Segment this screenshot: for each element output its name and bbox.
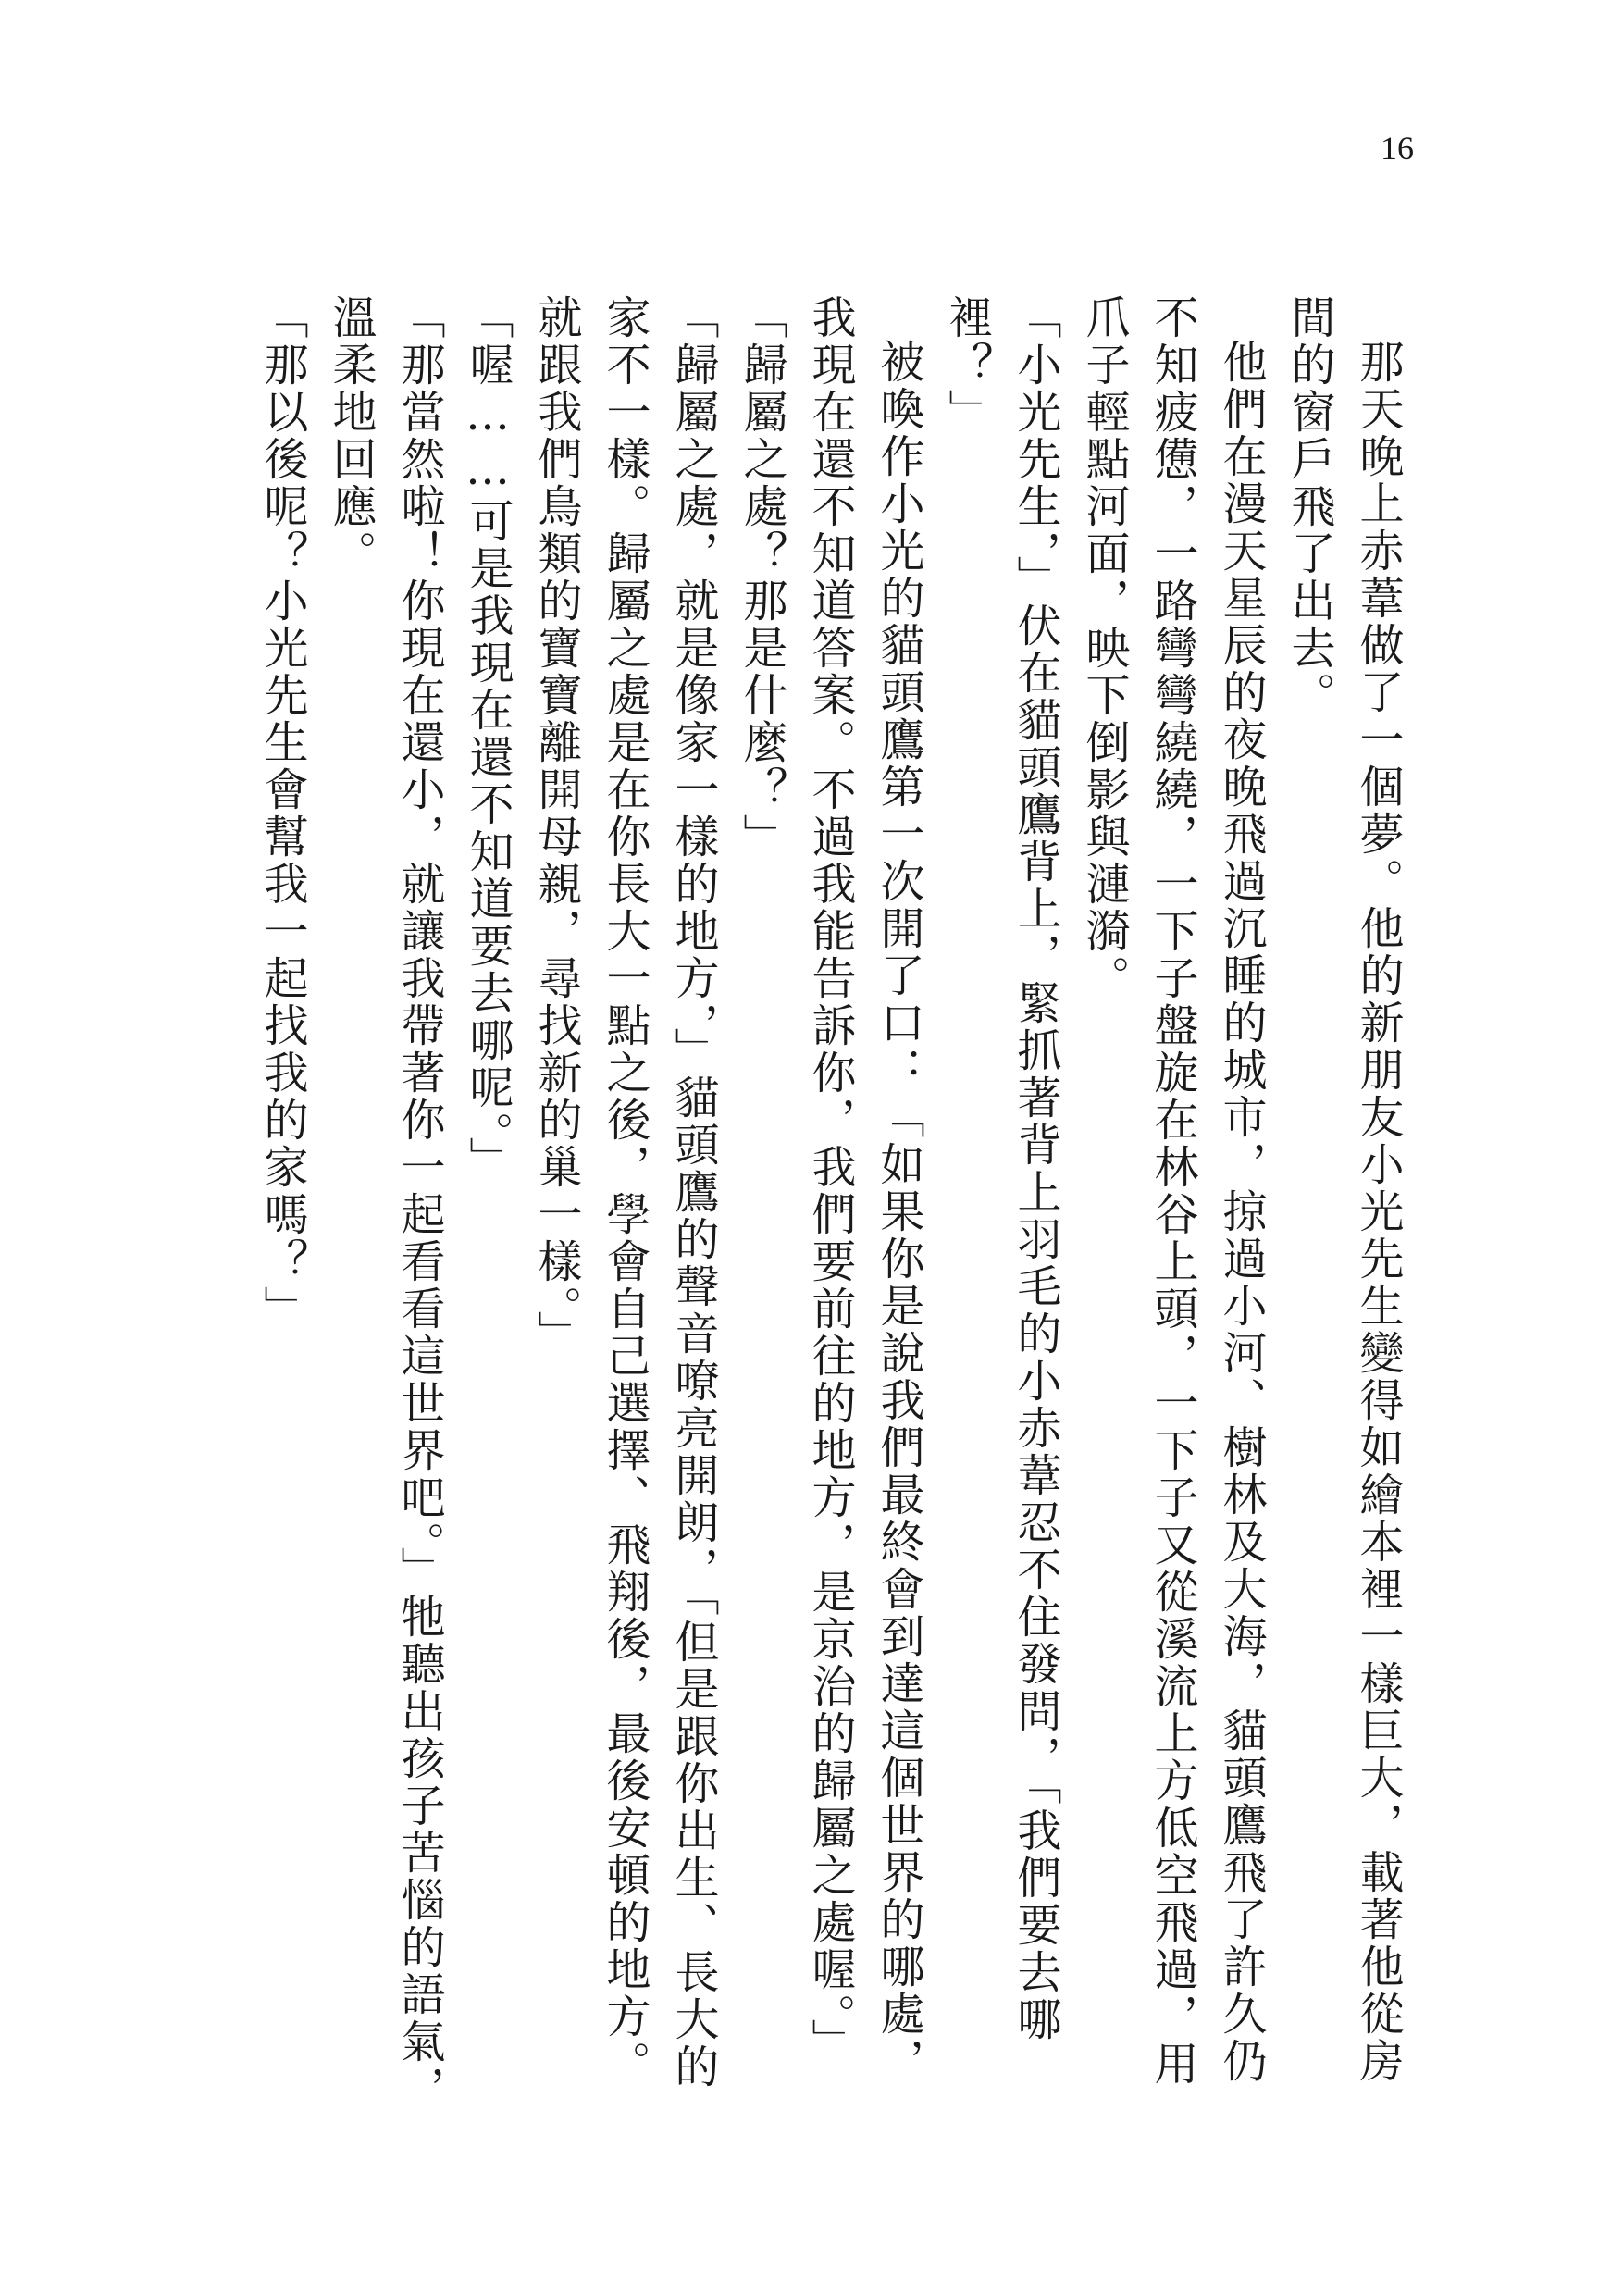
paragraph: 「那當然啦！你現在還小，就讓我帶著你一起看看這世界吧。」牠聽出孩子苦惱的語氣，溫柔地回應。 xyxy=(325,294,445,2113)
paragraph: 「喔……可是我現在還不知道要去哪呢。」 xyxy=(462,294,514,1184)
paragraph: 他們在漫天星辰的夜晚飛過沉睡的城市，掠過小河、樹林及大海，貓頭鷹飛了許久仍不知疲憊，一路彎彎繞繞，一下子盤旋在林谷上頭，一下子又從溪流上方低空飛過，用爪子輕點河面，映下倒影與漣漪。 xyxy=(1078,294,1267,2088)
paragraph: 「小光先生，」伏在貓頭鷹背上，緊抓著背上羽毛的小赤葦忍不住發問，「我們要去哪裡？」 xyxy=(941,294,1061,2043)
paragraph: 那天晚上赤葦做了一個夢。他的新朋友小光先生變得如繪本裡一樣巨大，載著他從房間的窗戶飛了出去。 xyxy=(1283,294,1404,2085)
page-number: 16 xyxy=(1381,130,1414,167)
paragraph: 「歸屬之處？那是什麼？」 xyxy=(736,294,787,861)
paragraph: 被喚作小光的貓頭鷹第一次開了口：「如果你是說我們最終會到達這個世界的哪處，我現在還不知道答案。不過我能告訴你，我們要前往的地方，是京治的歸屬之處喔。」 xyxy=(804,294,924,2085)
paragraph: 「歸屬之處，就是像家一樣的地方，」貓頭鷹的聲音嘹亮開朗，「但是跟你出生、長大的家不一樣。歸屬之處是在你長大一點之後，學會自己選擇、飛翔後，最後安頓的地方。就跟我們鳥類的寶寶離開母親，尋找新的巢一樣。」 xyxy=(530,294,719,2091)
body-text xyxy=(218,294,1412,2117)
paragraph: 「那以後呢？小光先生會幫我一起找我的家嗎？」 xyxy=(256,294,308,1333)
